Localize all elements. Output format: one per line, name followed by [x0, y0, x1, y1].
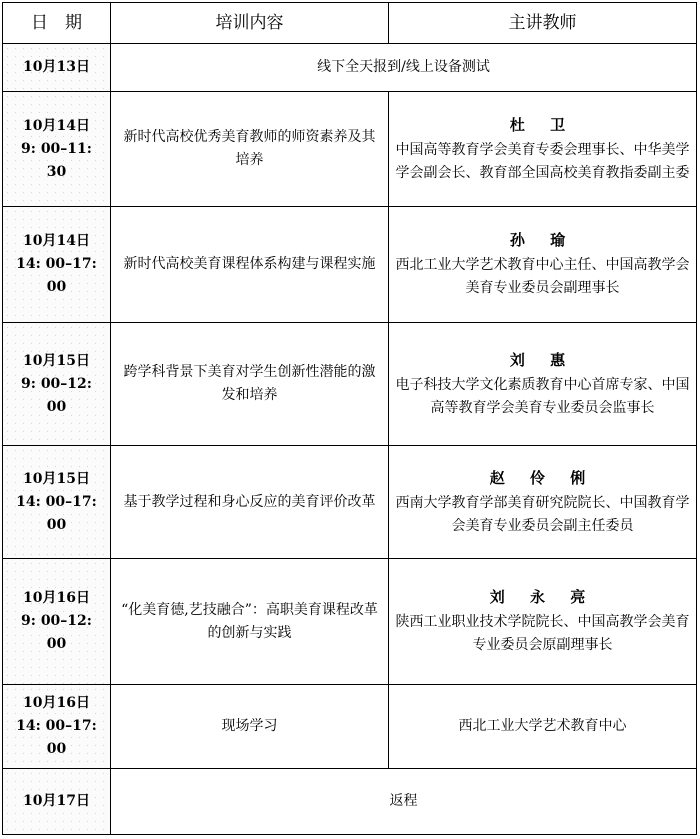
header-row: [3, 3, 697, 44]
teacher-name: 赵 伶 俐: [489, 468, 596, 487]
teacher-cell: [389, 207, 697, 323]
merged-cell: 线下全天报到/线上设备测试: [111, 44, 697, 92]
date-cell: [3, 685, 111, 769]
content-cell: 基于教学过程和身心反应的美育评价改革: [111, 446, 389, 559]
date-text: 10月15日: [23, 352, 90, 369]
table-row: [3, 559, 697, 685]
date-text: 10月17日: [23, 793, 90, 809]
date-cell: [3, 446, 111, 559]
teacher-title: 西南大学教育学部美育研究院院长、中国教育学会美育专业委员会副主任委员: [395, 494, 690, 534]
table-row: [3, 685, 697, 769]
table-row: [3, 769, 697, 835]
date-text: 10月16日: [23, 695, 90, 711]
header-date: 日 期: [3, 3, 111, 44]
teacher-title: 西北工业大学艺术教育中心主任、中国高教学会美育专业委员会副理事长: [395, 257, 690, 296]
time-text: 9: 00–12: 00: [21, 375, 92, 415]
teacher-cell: [389, 92, 697, 207]
date-cell: [3, 559, 111, 685]
time-text: 9: 00–12: 00: [21, 613, 92, 652]
table-row: [3, 323, 697, 446]
content-cell: “化美育德,艺技融合”：高职美育课程改革的创新与实践: [111, 559, 389, 685]
content-cell: 跨学科背景下美育对学生创新性潜能的激发和培养: [111, 323, 389, 446]
teacher-name: 孙 瑜: [509, 231, 576, 249]
date-cell: [3, 207, 111, 323]
teacher-cell: [389, 559, 697, 685]
date-cell: [3, 44, 111, 92]
date-cell: [3, 769, 111, 835]
teacher-cell: [389, 685, 697, 769]
content-cell: 新时代高校美育课程体系构建与课程实施: [111, 207, 389, 323]
header-teacher: 主讲教师: [389, 3, 697, 44]
table-row: [3, 446, 697, 559]
date-text: 10月16日: [23, 590, 90, 606]
teacher-title: 电子科技大学文化素质教育中心首席专家、中国高等教育学会美育专业委员会监事长: [395, 376, 690, 416]
training-schedule-table: [2, 2, 697, 835]
teacher-cell: [389, 323, 697, 446]
date-text: 10月14日: [23, 233, 90, 249]
teacher-title: 西北工业大学艺术教育中心: [458, 718, 627, 734]
time-text: 14: 00–17: 00: [16, 718, 97, 757]
table-row: [3, 44, 697, 92]
teacher-title: 中国高等教育学会美育专委会理事长、中华美学学会副会长、教育部全国高校美育教指委副主委: [395, 141, 690, 181]
time-text: 14: 00–17: 00: [16, 256, 97, 295]
content-cell: 新时代高校优秀美育教师的师资素养及其培养: [111, 92, 389, 207]
date-text: 10月15日: [23, 470, 90, 487]
teacher-name: 刘 惠: [509, 350, 576, 369]
date-text: 10月14日: [23, 117, 90, 134]
content-cell: 现场学习: [111, 685, 389, 769]
teacher-name: 杜 卫: [509, 115, 576, 134]
teacher-name: 刘 永 亮: [489, 588, 596, 606]
table-row: [3, 207, 697, 323]
merged-cell: 返程: [111, 769, 697, 835]
time-text: 14: 00–17: 00: [16, 493, 97, 533]
time-text: 9: 00–11: 30: [21, 140, 92, 180]
date-text: 10月13日: [23, 59, 90, 75]
table-row: [3, 92, 697, 207]
teacher-cell: [389, 446, 697, 559]
date-cell: [3, 92, 111, 207]
header-content: 培训内容: [111, 3, 389, 44]
date-cell: [3, 323, 111, 446]
teacher-title: 陕西工业职业技术学院院长、中国高教学会美育专业委员会原副理事长: [395, 614, 690, 653]
